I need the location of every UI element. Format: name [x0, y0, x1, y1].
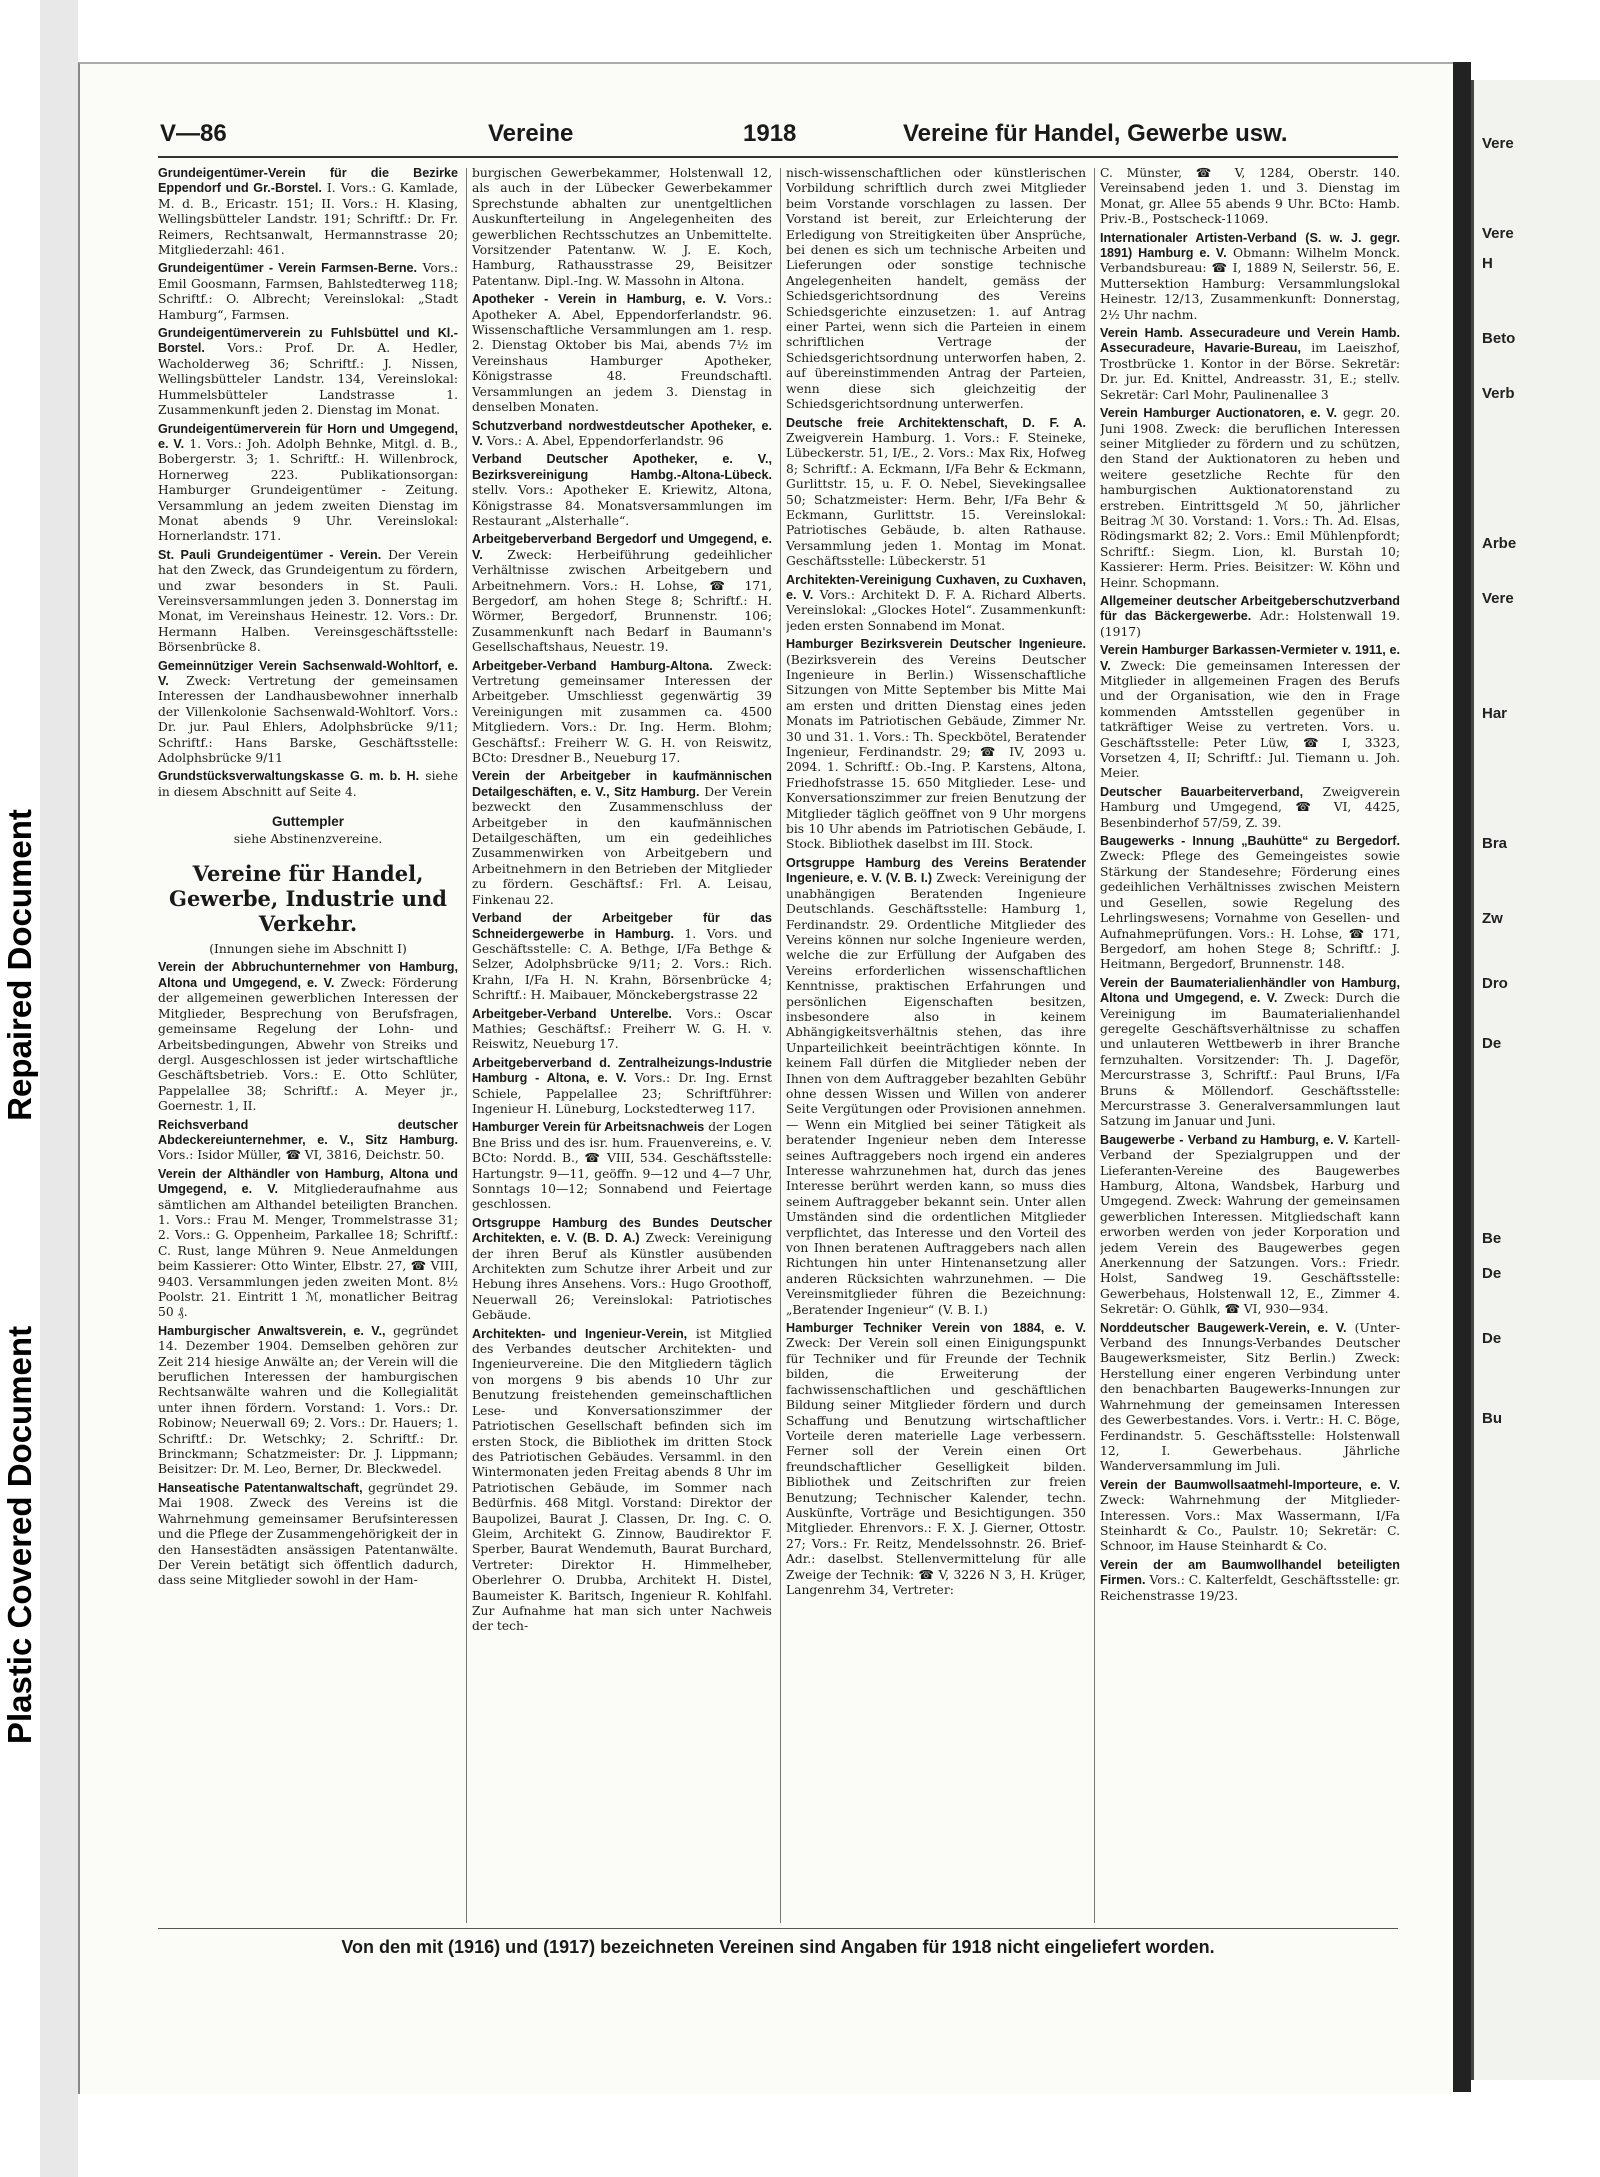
association-entry — [158, 769, 458, 800]
association-details: Zweck: Vertretung der gemeinsamen Interessen der Landhausbewohner innerhalb der Villenkolonie Sachsenwald-Wohltorf. Vors.: Dr. jur. Paul Ehlers, Adolphsbrücke 9/11; Schriftf.: Hans Barske, Geschäftsstelle: Adolphsbrücke 9/11 — [158, 674, 458, 766]
association-name: Ortsgruppe Hamburg des Vereins Beratender Ingenieure, e. V. (V. B. I.) — [786, 855, 1086, 886]
adjacent-page-word: De — [1482, 1265, 1502, 1282]
association-details: I. Vors.: G. Kamlade, M. d. B., Ericastr. 151; II. Vors.: H. Klasing, Wellingsbütteler Landstr. 191; Schriftf.: Dr. Fr. Reimers, Rechtsanwalt, Hermannstrasse 20; Mitgliederzahl: 461. — [158, 181, 458, 258]
association-entry — [472, 419, 772, 450]
association-details: siehe in diesem Abschnitt auf Seite 4. — [158, 769, 458, 799]
association-details: 1. Vors. und Geschäftsstelle: C. A. Bethge, I/Fa Bethge & Selzer, Adolphsbrücke 9/11; 2. Vors.: Rich. Krahn, I/Fa H. N. Krahn, Börsenbrücke 4; Schriftf.: H. Maibauer, Mönckebergstrasse 22 — [472, 926, 772, 1003]
column-divider — [780, 168, 781, 1923]
association-details: ist Mitglied des Verbandes deutscher Architekten- und Ingenieurvereine. Die den Mitgliedern täglich von morgens 9 bis abends 10 Uhr zur Benutzung freistehenden gemeinschaftlichen Lese- und Konversationszimmer der Patriotischen Gesellschaft befinden sich im ersten Stock, die Bibliothek im dritten Stock des Patriotischen Gebäudes. Versamml. in den Wintermonaten jeden Freitag abends 8 Uhr im Patriotischen Gebäude, im Sommer nach Bedürfnis. 468 Mitgl. Vorstand: Direktor der Baupolizei, Baurat J. Classen, Dr. Ing. C. O. Gleim, Architekt G. Zinnow, Baudirektor F. Sperber, Baurat Wendemuth, Baurat Burchard, Vertreter: Direktor H. Himmelheber, Oberlehrer O. Drubba, Architekt H. Distel, Baumeister K. Baritsch, Ingenieur R. Kohlfahl. Zur Aufnahme hat man sich unter Nachweis der tech- — [472, 1326, 772, 1634]
adjacent-page-word: Bra — [1482, 835, 1508, 852]
association-entry — [786, 573, 1086, 635]
column-divider — [1094, 168, 1095, 1923]
header-rule — [158, 156, 1398, 158]
chapter-title: Vereine für Handel, Gewerbe, Industrie und Verkehr. — [169, 861, 447, 937]
association-name: Schutzverband nordwestdeutscher Apotheker, e. V. — [472, 418, 772, 448]
association-details: im Laeiszhof, Trostbrücke 1. Kontor in der Börse. Sekretär: Dr. jur. Ed. Knittel, Andreasstr. 31, E.; stellv. Sekretär: Carl Mohr, Paulinenallee 3 — [1100, 341, 1400, 402]
association-name: Verein der Baumwollsaatmehl-Importeure, e. V. — [1100, 1477, 1400, 1492]
association-details: Zweck: Wahrnehmung der Mitglieder-Interessen. Vors.: Max Wassermann, I/Fa Steinhardt & Co., Paulstr. 10; Sekretär: C. Schnoor, im Hause Steinhardt & Co. — [1100, 1493, 1400, 1554]
association-name: Verein Hamburger Auctionatoren, e. V. — [1100, 406, 1337, 421]
association-entry — [472, 1216, 772, 1324]
association-entry — [1100, 1558, 1400, 1604]
association-name: Hamburger Techniker Verein von 1884, e. V. — [786, 1321, 1086, 1336]
association-name: Baugewerks - Innung „Bauhütte“ zu Bergedorf. — [1100, 834, 1400, 849]
association-details: Kartell-Verband der Spezialgruppen und der Lieferanten-Vereine des Baugewerbes Hamburg, Altona, Wandsbek, Harburg und Umgegend. Zweck: Wahrung der gemeinsamen gewerblichen Interessen. Mitgliedschaft kann erworben werden von jeder Korporation und jedem Verein des Baugewerbes gegen Anerkennung der Satzungen. Vors.: Friedr. Holst, Sandweg 19. Geschäftsstelle: Gewerbehaus, Holstenwall 12, E., Zimmer 4. Sekretär: O. Gühlk, ☎ VI, 930—934. — [1100, 1132, 1400, 1317]
association-details: Vors.: C. Kalterfeldt, Geschäftsstelle: gr. Reichenstrasse 19/23. — [1100, 1573, 1400, 1603]
association-entry — [1100, 785, 1400, 831]
association-name: Verein Hamburger Barkassen-Vermieter v. 1911, e. V. — [1100, 643, 1400, 673]
adjacent-page-word: De — [1482, 1035, 1502, 1052]
association-details: Zweck: Vereinigung der unabhängigen Beratenden Ingenieure Deutschlands. Geschäftsstelle: Hamburg 1, Ferdinandstr. 29. Ordentliche Mitglieder des Vereins können nur solche Ingenieure werden, welche die zur Erfüllung der Aufgaben des Vereins erforderlichen wissenschaftlichen Kenntnisse, praktischen Erfahrungen und persönlichen Eigenschaften besitzen, insbesondere also in keinem Abhängigkeitsverhältnis stehen, das ihre Unparteilichkeit beeinträchtigen könnte. In keinem Fall dürfen die Mitglieder neben der Ihnen von dem Auftraggeber bezahlten Gebühr ohne dessen Wissen und Willen von anderer Seite Vergütungen oder Provisionen annehmen. — Wenn ein Mitglied bei seiner Tätigkeit als beratender Ingenieur neben dem Interesse seines Auftraggebers noch irgend ein anderes Interesse wahrzunehmen hat, durch das jenes Interesse berührt werden kann, so muss dies seinem Auftraggeber bekannt sein. Unter allen Umständen sind die ordentlichen Mitglieder verpflichtet, das Interesse und den Vorteil des von Ihnen beratenen Auftraggebers nach allen Richtungen hin unter Hintenansetzung aller anderen Rücksichten wahrzunehmen. — Die Vereinsmitglieder führen die Bezeichnung: „Beratender Ingenieur“ (V. B. I.) — [786, 871, 1086, 1317]
association-details: Zweck: Vertretung gemeinsamer Interessen der Arbeitgeber. Umschliesst gegenwärtig 39 Vereinigungen mit zusammen ca. 4500 Mitgliedern. Vors.: Dr. Ing. Herm. Blohm; Geschäftsf.: Freiherr W. G. H. von Reiswitz, BCto: Dresdner B., Neueburg 17. — [472, 658, 772, 766]
association-entry — [472, 769, 772, 908]
association-entry — [472, 452, 772, 529]
association-name: Hamburgischer Anwaltsverein, e. V., — [158, 1323, 386, 1338]
association-entry — [472, 292, 772, 415]
association-name: Norddeutscher Baugewerk-Verein, e. V. — [1100, 1320, 1347, 1335]
adjacent-page-word: Dro — [1482, 975, 1508, 992]
association-entry — [158, 659, 458, 767]
page-header — [158, 120, 1398, 150]
association-entry — [158, 261, 458, 323]
association-entry — [158, 1167, 458, 1321]
year: 1918 — [743, 120, 797, 147]
association-entry — [786, 1321, 1086, 1598]
association-details: Mitgliederaufnahme aus sämtlichen am Althandel beteiligten Branchen. 1. Vors.: Frau M. Menger, Trommelstrasse 31; 2. Vors.: G. Oppenheim, Parkallee 18; Schriftf.: C. Rust, lange Mühren 9. Neue Anmeldungen beim Kassierer: Otto Winter, Elbstr. 27, ☎ VIII, 9403. Versammlungen jeden zweiten Mont. 8½ Poolstr. 21. Eintritt 1 ℳ, monatlicher Beitrag 50 ₰. — [158, 1182, 458, 1320]
association-name: Verein der Baumaterialienhändler von Hamburg, Altona und Umgegend, e. V. — [1100, 975, 1400, 1006]
chapter-note: (Innungen siehe im Abschnitt I) — [209, 942, 407, 957]
association-details: Vors.: Oscar Mathies; Geschäftsf.: Freiherr W. G. H. v. Reiswitz, Neueburg 17. — [472, 1006, 772, 1052]
association-name: Verband der Arbeitgeber für das Schneidergewerbe in Hamburg. — [472, 911, 772, 941]
adjacent-page-word: Arbe — [1482, 535, 1517, 552]
association-name: Gemeinnütziger Verein Sachsenwald-Wohltorf, e. V. — [158, 658, 458, 688]
association-name: Grundeigentümer - Verein Farmsen-Berne. — [158, 261, 418, 276]
association-name: Verein der Arbeitgeber in kaufmännischen Detailgeschäften, e. V., Sitz Hamburg. — [472, 769, 772, 799]
association-name: Verein der Althändler von Hamburg, Altona und Umgegend, e. V. — [158, 1166, 458, 1197]
association-name: Deutsche freie Architektenschaft, D. F. A. — [786, 415, 1086, 430]
association-details: Zweck: Pflege des Gemeingeistes sowie Stärkung der Standesehre; Förderung eines gedeihlichen Verhältnisses zwischen Meistern und Gesellen, sowie Regelung des Lehrlingswesens; Vornahme von Gesellen- und Aufnahmeprüfungen. Vors.: H. Lohse, ☎ 171, Bergedorf, am hohen Stege 8; Schriftf.: J. Heitmann, Bergedorf, Brunnenstr. 148. — [1100, 849, 1400, 972]
association-entry — [1100, 231, 1400, 323]
association-entry — [472, 532, 772, 655]
column-4 — [1100, 166, 1400, 1926]
association-entry — [472, 1327, 772, 1635]
association-details: Obmann: Wilhelm Monck. Verbandsbureau: ☎ I, 1889 N, Seilerstr. 56, E. Muttersektion Hamburg: Versammlungslokal Heinestr. 12/13, Zusammenkunft: Donnerstag, 2½ Uhr nachm. — [1100, 246, 1400, 322]
footer-rule — [158, 1928, 1398, 1929]
association-entry — [786, 856, 1086, 1318]
adjacent-page-word: Har — [1482, 705, 1508, 722]
association-name: Baugewerbe - Verband zu Hamburg, e. V. — [1100, 1132, 1349, 1147]
footer-note: Von den mit (1916) und (1917) bezeichneten Vereinen sind Angaben für 1918 nicht eingeliefert worden. — [341, 1937, 1215, 1957]
association-entry — [472, 1056, 772, 1118]
association-entry — [1100, 594, 1400, 640]
column-3 — [786, 166, 1086, 1926]
association-entry — [1100, 1321, 1400, 1475]
association-name: Verband Deutscher Apotheker, e. V., Bezirksvereinigung Hambg.-Altona-Lübeck. — [472, 452, 772, 482]
association-entry — [472, 659, 772, 767]
association-details: stellv. Vors.: Apotheker E. Kriewitz, Altona, Königstrasse 84. Monatsversammlungen im Restaurant „Alsterhalle“. — [472, 483, 772, 528]
association-name: Architekten-Vereinigung Cuxhaven, zu Cuxhaven, e. V. — [786, 572, 1086, 602]
association-details: Der Verein hat den Zweck, das Grundeigentum zu fördern, und zwar besonders in St. Pauli. Vereinsversammlungen jeden 3. Donnerstag im Monat, im Vereinshaus Heinestr. 12. Vors.: Dr. Hermann Halben. Vereinsgeschäftsstelle: Börsenbrücke 8. — [158, 547, 458, 655]
association-details: Vors.: Apotheker A. Abel, Eppendorferlandstr. 96. Wissenschaftliche Versammlungen am 1. resp. 2. Dienstag Oktober bis Mai, abends 7½ im Vereinshaus Hamburger Apotheker, Königstrasse 48. Freundschaftl. Versammlungen an jedem 3. Dienstag in denselben Monaten. — [472, 292, 772, 415]
association-name: Reichsverband deutscher Abdeckereiunternehmer, e. V., Sitz Hamburg. — [158, 1117, 458, 1147]
association-name: Apotheker - Verein in Hamburg, e. V. — [472, 292, 727, 307]
adjacent-page-word: De — [1482, 1330, 1502, 1347]
running-title: Vereine für Handel, Gewerbe usw. — [903, 120, 1288, 147]
association-name: Verein Hamb. Assecuradeure und Verein Hamb. Assecuradeure, Havarie-Bureau, — [1100, 326, 1400, 356]
association-details: (Bezirksverein des Vereins Deutscher Ingenieure in Berlin.) Wissenschaftliche Sitzungen von Mitte September bis Mitte Mai am ersten und dritten Dienstag eines jeden Monats im Patriotischen Gebäude, Zimmer Nr. 30 und 31. 1. Vors.: Th. Speckbötel, Beratender Ingenieur, Ferdinandstr. 29; ☎ IV, 2093 u. 2094. 1. Schriftf.: Ob.-Ing. P. Karstens, Altona, Friedhofstrasse 15. 650 Mitglieder. Lese- und Konversationszimmer zur freien Benutzung der Mitglieder täglich geöffnet von 9 Uhr morgens bis 10 Uhr abends im Patriotischen Gebäude, I. Stock. Bibliothek daselbst im III. Stock. — [786, 652, 1086, 852]
association-details: Zweck: Durch die Vereinigung im Baumaterialienhandel geregelte Geschäftsverhältnisse zu schaffen und unlauteren Wettbewerb in ihrer Branche fernzuhalten. Vorsitzender: Th. J. Dageför, Mercurstrasse 3, Schriftf.: Paul Bruns, I/Fa Bruns & Möllendorf. Geschäftsstelle: Mercurstrasse 3. Generalversammlungen laut Satzung im Januar und Juni. — [1100, 991, 1400, 1129]
adjacent-page-word: Bu — [1482, 1410, 1502, 1427]
adjacent-page-word: Vere — [1482, 225, 1514, 242]
association-entry — [158, 166, 458, 258]
association-details: burgischen Gewerbekammer, Holstenwall 12, als auch in der Lübecker Gewerbekammer Sprechstunde abhalten zur unentgeltlichen Auskunfterteilung in Angelegenheiten des gewerblichen Rechtsschutzes an Unbemittelte. Vorsitzender Patentanw. W. J. E. Koch, Hamburg, Rathausstrasse 29, Beisitzer Patentanw. Dipl.-Ing. W. Massohn in Altona. — [472, 166, 772, 288]
page-number: V—86 — [160, 120, 227, 147]
association-name: St. Pauli Grundeigentümer - Verein. — [158, 547, 382, 562]
association-entry — [1100, 406, 1400, 591]
association-details: C. Münster, ☎ V, 1284, Oberstr. 140. Vereinsabend jeden 1. und 3. Dienstag im Monat, gr. Allee 55 abends 9 Uhr. BCto: Hamb. Priv.-B., Postscheck-11069. — [1100, 166, 1400, 227]
adjacent-page-word: Vere — [1482, 590, 1514, 607]
association-details: Zweigverein Hamburg. 1. Vors.: F. Steineke, Lübeckerstr. 51, I/E., 2. Vors.: Max Rix, Hofweg 8; Schriftf.: A. Eckmann, I/Fa Behr & Eckmann, Gurlittstr. 15, u. F. O. Nebel, Sievekingsallee 50; Schatzmeister: Herm. Behr, I/Fa Behr & Eckmann, Gurlittstr. 15. Vereinslokal: Patriotisches Gebäude, b. alten Rathause. Versammlung jeden 1. Montag im Monat. Geschäftsstelle: Lübeckerstr. 51 — [786, 430, 1086, 569]
association-details: Vors.: Dr. Ing. Ernst Schiele, Pappelallee 23; Schriftführer: Ingenieur H. Lüneburg, Lockstedterweg 117. — [472, 1071, 772, 1116]
column-2 — [472, 166, 772, 1926]
association-name: Grundeigentümer-Verein für die Bezirke Eppendorf und Gr.-Borstel. — [158, 166, 458, 196]
association-entry — [158, 1118, 458, 1164]
association-details: gegründet 29. Mai 1908. Zweck des Vereins ist die Wahrnehmung gemeinsamer Berufsinteressen und die Pflege der Zusammengehörigkeit der in den Hansestädten ansässigen Patentanwälte. Der Verein betätigt sich öffentlich dadurch, dass seine Mitglieder sowohl in der Ham- — [158, 1480, 458, 1588]
association-name: Architekten- und Ingenieur-Verein, — [472, 1326, 688, 1341]
association-name: Arbeitgeberverband d. Zentralheizungs-Industrie Hamburg - Altona, e. V. — [472, 1055, 772, 1086]
association-details: nisch-wissenschaftlichen oder künstlerischen Vorbildung schriftlich durch zwei Mitglieder beim Vorstande vorschlagen zu lassen. Der Vorstand ist bereit, zur Erleichterung der Erledigung von Streitigkeiten über Ansprüche, bei denen es sich um technische Arbeiten und Lieferungen oder sonstige technische Angelegenheiten handelt, gemäss der Schiedsgerichtsordnung des Vereins Schiedsgerichte einzusetzen: 1. auf Antrag einer Partei, wenn sich die Parteien in einem schriftlichen Vertrage der Schiedsgerichtsordnung unterworfen haben, 2. auf übereinstimmenden Antrag der Parteien, wenn diese sich gleichzeitig der Schiedsgerichtsordnung unterwerfen. — [786, 166, 1086, 412]
adjacent-page-word: Verb — [1482, 385, 1515, 402]
association-name: Verein der am Baumwollhandel beteiligten Firmen. — [1100, 1557, 1400, 1588]
association-entry — [158, 1324, 458, 1478]
association-entry — [158, 1481, 458, 1589]
association-entry — [786, 416, 1086, 570]
adjacent-page-word: Vere — [1482, 135, 1514, 152]
adjacent-page-fragment — [1471, 80, 1600, 2080]
association-details: Vors.: Emil Goosmann, Farmsen, Bahlstedterweg 118; Schriftf.: O. Albrecht; Vereinslokal: „Stadt Hamburg“, Farmsen. — [158, 261, 458, 322]
association-details: 1. Vors.: Joh. Adolph Behnke, Mitgl. d. B., Bobergerstr. 3; 1. Schriftf.: H. Willenbrock, Hornerweg 223. Publikationsorgan: Hamburger Grundeigentümer - Zeitung. Versammlung an jedem zweiten Dienstag im Monat abends 9 Uhr. Vereinslokal: Hornerlandstr. 171. — [158, 436, 458, 544]
association-name: Internationaler Artisten-Verband (S. w. J. gegr. 1891) Hamburg e. V. — [1100, 230, 1400, 261]
column-1 — [158, 166, 458, 1926]
adjacent-page-word: Be — [1482, 1230, 1502, 1247]
page-binding-edge — [1453, 62, 1471, 2092]
association-details: gegr. 20. Juni 1908. Zweck: die beruflichen Interessen seiner Mitglieder zu fördern und zu schützen, den Stand der Auktionatoren zu heben und weitere gesetzliche Rechte für den hamburgischen Auktionatorenstand zu erstreben. Eintrittsgeld ℳ 50, jährlicher Beitrag ℳ 30. Vorstand: 1. Vors.: Th. Ad. Elsas, Rödingsmarkt 82; 2. Vors.: Emil Mühlenpfordt; Schriftf.: Siegm. Lion, kl. Burstah 10; Kassierer: Herm. Pries. Beisitzer: W. Köhn und Heinr. Schopmann. — [1100, 406, 1400, 590]
association-entry — [1100, 976, 1400, 1130]
association-details: Vors.: Isidor Müller, ☎ VI, 3816, Deichstr. 50. — [158, 1148, 445, 1163]
association-name: Hamburger Verein für Arbeitsnachweis — [472, 1120, 705, 1135]
association-entry — [158, 548, 458, 656]
association-details: der Logen Bne Briss und des isr. hum. Frauenvereins, e. V. BCto: Nordd. B., ☎ VIII, 534. Geschäftsstelle: Hartungstr. 9—11, geöffn. 9—12 und 4—7 Uhr, Sonntags 10—12; Sonnabend und Feiertage geschlossen. — [472, 1120, 772, 1212]
column-divider — [466, 168, 467, 1923]
association-name: Grundeigentümerverein für Horn und Umgegend, e. V. — [158, 421, 458, 451]
association-name: Hanseatische Patentanwaltschaft, — [158, 1480, 363, 1495]
association-details: Der Verein bezweckt den Zusammenschluss der Arbeitgeber in den kaufmännischen Detailgeschäften, um ein gedeihliches Zusammenwirken von Arbeitgebern und Arbeitnehmern in den Betrieben der Mitglieder zu fördern. Geschäftsf.: Frl. A. Leisau, Finkenau 22. — [472, 784, 772, 907]
association-name: Grundeigentümerverein zu Fuhlsbüttel und Kl.-Borstel. — [158, 326, 458, 356]
association-details: Vors.: Architekt D. F. A. Richard Alberts. Vereinslokal: „Glockes Hotel“. Zusammenkunft: jeden ersten Sonnabend im Monat. — [786, 587, 1086, 633]
association-entry — [786, 637, 1086, 853]
association-entry — [472, 1007, 772, 1053]
association-name: Grundstücksverwaltungskasse G. m. b. H. — [158, 769, 420, 784]
association-details: Vors.: Prof. Dr. A. Hedler, Wacholderweg 36; Schriftf.: J. Nissen, Wellingsbütteler Landstr. 134, Vereinslokal: Hummelsbütteler Landstrasse 1. Zusammenkunft jeden 2. Dienstag im Monat. — [158, 341, 458, 418]
association-details: Zweigverein Hamburg und Umgegend, ☎ VI, 4425, Besenbinderhof 57/59, Z. 39. — [1100, 784, 1400, 830]
adjacent-page-word: H — [1482, 255, 1493, 272]
scan-left-strip — [40, 0, 78, 2177]
association-name: Arbeitgeberverband Bergedorf und Umgegend, e. V. — [472, 532, 772, 562]
adjacent-page-word: Beto — [1482, 330, 1516, 347]
association-details: Vors.: A. Abel, Eppendorferlandstr. 96 — [482, 433, 724, 448]
section-heading: Guttempler — [271, 814, 344, 830]
association-entry — [1100, 643, 1400, 782]
association-details: Adr.: Holstenwall 19. (1917) — [1100, 609, 1400, 639]
adjacent-page-word: Zw — [1482, 910, 1503, 927]
section-reference: siehe Abstinenzvereine. — [233, 831, 383, 846]
association-details: Zweck: Vereinigung der ihren Beruf als Künstler ausübenden Architekten zum Schutze ihrer Arbeit und zur Hebung ihres Ansehens. Vors.: Hugo Groothoff, Neuerwall 26; Vereinslokal: Patriotisches Gebäude. — [472, 1231, 772, 1323]
association-entry — [472, 166, 772, 289]
association-name: Hamburger Bezirksverein Deutscher Ingenieure. — [786, 637, 1086, 652]
association-details: Zweck: Der Verein soll einen Einigungspunkt für Techniker und für Freunde der Technik bilden, die Erweiterung der fachwissenschaftlichen und geschäftlichen Bildung seiner Mitglieder fördern und durch Schaffung und Benutzung wirtschaftlicher Vorteile deren materielle Lage verbessern. Ferner soll der Verein einen Ort freundschaftlicher Geselligkeit bilden. Bibliothek und Zeitschriften zur freien Benutzung; Technischer Kalender, techn. Auskünfte, Vorträge und Besichtigungen. 350 Mitglieder. Ehrenvors.: F. X. J. Gierner, Ottostr. 27; Vors.: Fr. Reitz, Mendelssohnstr. 26. Brief-Adr.: daselbst. Stellenvermittelung für alle Zweige der Technik: ☎ V, 3226 N 3, H. Krüger, Langenrehm 34, Vertreter: — [786, 1336, 1086, 1597]
association-name: Verein der Abbruchunternehmer von Hamburg, Altona und Umgegend, e. V. — [158, 960, 458, 990]
association-name: Allgemeiner deutscher Arbeitgeberschutzverband für das Bäckergewerbe. — [1100, 593, 1400, 624]
association-entry — [786, 166, 1086, 413]
section-name: Vereine — [488, 120, 574, 147]
plastic-covered-label: Plastic Covered Document — [1, 1325, 38, 1745]
association-details: Zweck: Förderung der allgemeinen gewerblichen Interessen der Mitglieder, Besprechung von Berufsfragen, gemeinsame Regelung der Lohn- und Arbeitsbedingungen, Abwehr von Streiks und dergl. Ausgeschlossen ist jeder wirtschaftliche Geschäftsbetrieb. Vors.: E. Otto Schlüter, Pappelallee 38; Schriftf.: A. Meyer jr., Goernestr. 1, II. — [158, 975, 458, 1114]
association-name: Deutscher Bauarbeiterverband, — [1100, 784, 1304, 799]
association-entry — [158, 422, 458, 545]
repaired-document-label: Repaired Document — [1, 809, 38, 1121]
association-entry — [472, 1120, 772, 1212]
association-entry — [1100, 834, 1400, 973]
association-entry — [1100, 1478, 1400, 1555]
association-details: Zweck: Herbeiführung gedeihlicher Verhältnisse zwischen Arbeitgebern und Arbeitnehmern. Vors.: H. Lohse, ☎ 171, Bergedorf, am hohen Stege 8; Schriftf.: H. Wörmer, Bergedorf, Brunnenstr. 106; Zusammenkunft nach Bedarf in Baumann's Gesellschaftshaus, Neuestr. 19. — [472, 547, 772, 655]
association-entry — [158, 960, 458, 1114]
association-name: Ortsgruppe Hamburg des Bundes Deutscher Architekten, e. V. (B. D. A.) — [472, 1215, 772, 1246]
association-details: gegründet 14. Dezember 1904. Demselben gehören zur Zeit 214 hiesige Anwälte an; der Verein will die beruflichen Interessen der hamburgischen Rechtsanwälte wahren und die Kollegialität unter ihnen fördern. Vorstand: 1. Vors.: Dr. Robinow; Neuerwall 69; 2. Vors.: Dr. Hauers; 1. Schriftf.: Dr. Wetschky; 2. Schriftf.: Dr. Brinckmann; Schatzmeister: Dr. J. Lippmann; Beisitzer: Dr. M. Leo, Berner, Dr. Bleckwedel. — [158, 1323, 458, 1477]
association-name: Arbeitgeber-Verband Hamburg-Altona. — [472, 658, 713, 673]
association-entry — [1100, 1133, 1400, 1318]
side-label-container — [0, 700, 40, 1830]
association-details: (Unter-Verband des Innungs-Verbandes Deutscher Baugewerksmeister, Sitz Berlin.) Zweck: Herstellung einer engeren Verbindung unter den benachbarten Baugewerks-Innungen zur Wahrnehmung der gemeinsamen Interessen des Gewerbestandes. Vors. i. Vertr.: H. C. Böge, Ferdinandstr. 5. Geschäftsstelle: Holstenwall 12, I. Gewerbehaus. Jährliche Wanderversammlung im Juli. — [1100, 1320, 1400, 1474]
association-entry — [1100, 166, 1400, 228]
association-entry — [1100, 326, 1400, 403]
association-name: Arbeitgeber-Verband Unterelbe. — [472, 1006, 672, 1021]
association-details: Zweck: Die gemeinsamen Interessen der Mitglieder in allgemeinen Fragen des Berufs und der Organisation, wie den in Frage kommenden Amtsstellen gegenüber in tatkräftiger Weise zu vertreten. Vors. u. Geschäftsstelle: Peter Lüw, ☎ I, 3323, Vorsetzen 4, II; Schriftf.: Jul. Tiemann u. Joh. Meier. — [1100, 658, 1400, 781]
association-entry — [158, 326, 458, 418]
association-entry — [472, 911, 772, 1003]
